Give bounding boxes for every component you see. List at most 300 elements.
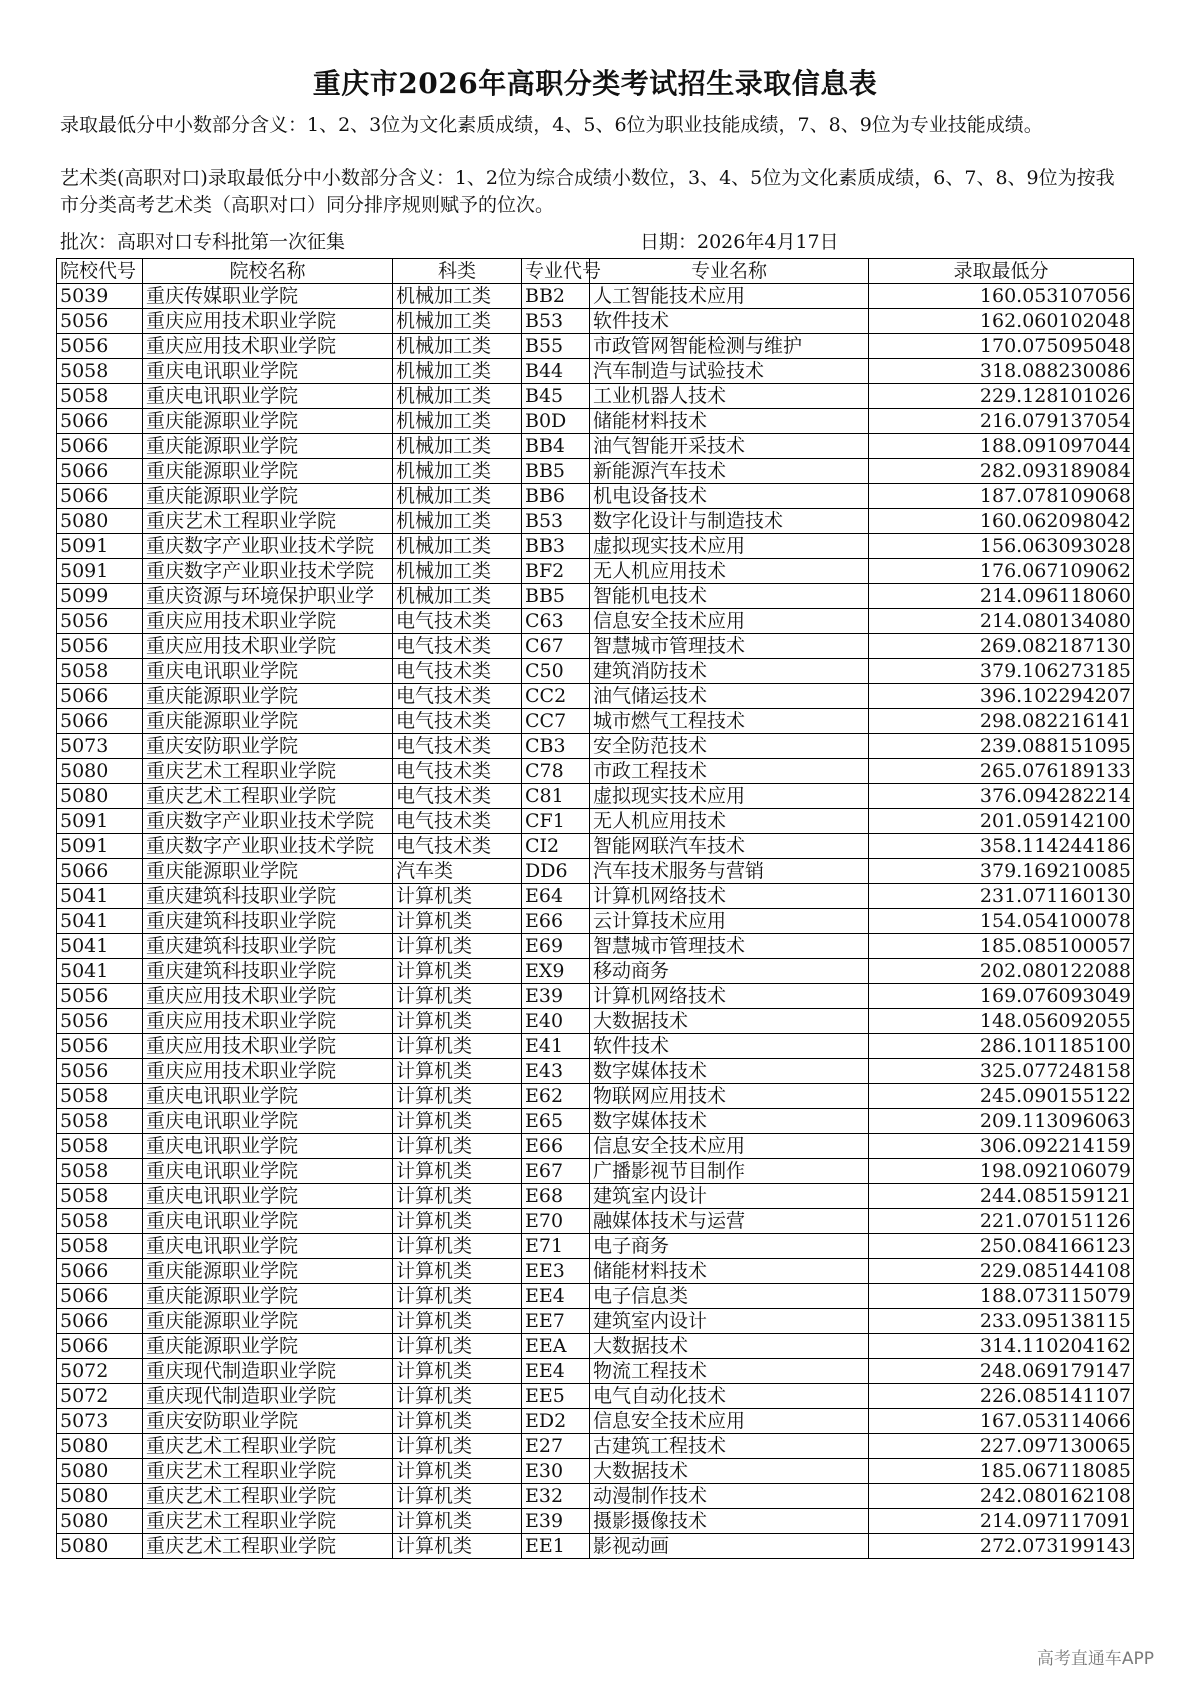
table-row xyxy=(57,1259,1134,1284)
table-row xyxy=(57,1034,1134,1059)
cell-school-name: 重庆应用技术职业学院 xyxy=(143,1059,393,1084)
cell-major-name: 信息安全技术应用 xyxy=(590,609,869,634)
cell-min-score: 229.085144108 xyxy=(869,1259,1134,1284)
cell-school-code: 5041 xyxy=(57,909,143,934)
table-row xyxy=(57,484,1134,509)
cell-major-name: 无人机应用技术 xyxy=(590,809,869,834)
cell-min-score: 160.062098042 xyxy=(869,509,1134,534)
cell-school-code: 5066 xyxy=(57,1334,143,1359)
table-row xyxy=(57,984,1134,1009)
cell-min-score: 202.080122088 xyxy=(869,959,1134,984)
cell-category: 计算机类 xyxy=(393,1434,522,1459)
table-row xyxy=(57,659,1134,684)
cell-major-name: 大数据技术 xyxy=(590,1334,869,1359)
cell-school-code: 5066 xyxy=(57,684,143,709)
cell-category: 机械加工类 xyxy=(393,534,522,559)
table-row xyxy=(57,1434,1134,1459)
cell-category: 计算机类 xyxy=(393,1009,522,1034)
cell-school-code: 5058 xyxy=(57,1109,143,1134)
cell-major-code: EE7 xyxy=(522,1309,590,1334)
cell-major-name: 汽车制造与试验技术 xyxy=(590,359,869,384)
cell-major-name: 储能材料技术 xyxy=(590,409,869,434)
cell-school-code: 5058 xyxy=(57,1159,143,1184)
cell-category: 机械加工类 xyxy=(393,434,522,459)
cell-school-name: 重庆能源职业学院 xyxy=(143,434,393,459)
cell-major-code: B0D xyxy=(522,409,590,434)
cell-major-name: 电气自动化技术 xyxy=(590,1384,869,1409)
table-row xyxy=(57,1409,1134,1434)
cell-major-code: BB5 xyxy=(522,584,590,609)
table-row xyxy=(57,1184,1134,1209)
cell-min-score: 227.097130065 xyxy=(869,1434,1134,1459)
cell-major-code: CC7 xyxy=(522,709,590,734)
cell-school-code: 5072 xyxy=(57,1359,143,1384)
cell-category: 电气技术类 xyxy=(393,609,522,634)
table-row xyxy=(57,1534,1134,1559)
cell-min-score: 156.063093028 xyxy=(869,534,1134,559)
cell-category: 机械加工类 xyxy=(393,309,522,334)
cell-category: 计算机类 xyxy=(393,1334,522,1359)
cell-school-name: 重庆建筑科技职业学院 xyxy=(143,884,393,909)
cell-school-name: 重庆现代制造职业学院 xyxy=(143,1384,393,1409)
cell-major-name: 数字媒体技术 xyxy=(590,1059,869,1084)
cell-school-name: 重庆能源职业学院 xyxy=(143,459,393,484)
table-row xyxy=(57,1159,1134,1184)
cell-school-code: 5041 xyxy=(57,959,143,984)
cell-min-score: 282.093189084 xyxy=(869,459,1134,484)
batch-label: 批次：高职对口专科批第一次征集 xyxy=(60,231,346,253)
table-row xyxy=(57,1009,1134,1034)
table-row xyxy=(57,559,1134,584)
cell-major-code: EE4 xyxy=(522,1359,590,1384)
cell-category: 计算机类 xyxy=(393,1134,522,1159)
cell-major-code: B53 xyxy=(522,509,590,534)
cell-major-code: E30 xyxy=(522,1459,590,1484)
table-row xyxy=(57,634,1134,659)
cell-major-name: 动漫制作技术 xyxy=(590,1484,869,1509)
cell-category: 计算机类 xyxy=(393,1359,522,1384)
note-decimal-meaning: 录取最低分中小数部分含义：1、2、3位为文化素质成绩，4、5、6位为职业技能成绩，7、8、9位为专业技能成绩。 xyxy=(60,114,1043,136)
watermark-text: 高考直通车APP xyxy=(1036,1649,1154,1669)
cell-min-score: 170.075095048 xyxy=(869,334,1134,359)
cell-category: 电气技术类 xyxy=(393,634,522,659)
cell-major-code: B55 xyxy=(522,334,590,359)
cell-school-code: 5080 xyxy=(57,759,143,784)
cell-major-name: 储能材料技术 xyxy=(590,1259,869,1284)
cell-school-code: 5066 xyxy=(57,459,143,484)
table-row xyxy=(57,434,1134,459)
cell-major-name: 计算机网络技术 xyxy=(590,984,869,1009)
cell-major-name: 电子信息类 xyxy=(590,1284,869,1309)
cell-category: 计算机类 xyxy=(393,1409,522,1434)
cell-school-name: 重庆能源职业学院 xyxy=(143,859,393,884)
cell-major-code: B45 xyxy=(522,384,590,409)
cell-major-code: E68 xyxy=(522,1184,590,1209)
cell-category: 计算机类 xyxy=(393,984,522,1009)
cell-school-code: 5056 xyxy=(57,334,143,359)
cell-school-code: 5058 xyxy=(57,1184,143,1209)
cell-major-code: E40 xyxy=(522,1009,590,1034)
cell-major-code: BB6 xyxy=(522,484,590,509)
cell-major-code: CI2 xyxy=(522,834,590,859)
cell-major-name: 计算机网络技术 xyxy=(590,884,869,909)
cell-school-name: 重庆电讯职业学院 xyxy=(143,359,393,384)
cell-school-name: 重庆艺术工程职业学院 xyxy=(143,1509,393,1534)
cell-min-score: 286.101185100 xyxy=(869,1034,1134,1059)
cell-major-name: 新能源汽车技术 xyxy=(590,459,869,484)
cell-category: 机械加工类 xyxy=(393,284,522,309)
cell-category: 电气技术类 xyxy=(393,784,522,809)
cell-school-code: 5066 xyxy=(57,434,143,459)
cell-min-score: 185.067118085 xyxy=(869,1459,1134,1484)
cell-school-code: 5080 xyxy=(57,509,143,534)
cell-major-name: 虚拟现实技术应用 xyxy=(590,784,869,809)
cell-category: 电气技术类 xyxy=(393,834,522,859)
cell-school-name: 重庆数字产业职业技术学院 xyxy=(143,534,393,559)
table-row xyxy=(57,709,1134,734)
cell-school-name: 重庆艺术工程职业学院 xyxy=(143,759,393,784)
cell-min-score: 169.076093049 xyxy=(869,984,1134,1009)
cell-school-code: 5056 xyxy=(57,984,143,1009)
cell-category: 电气技术类 xyxy=(393,684,522,709)
cell-category: 机械加工类 xyxy=(393,334,522,359)
cell-school-name: 重庆能源职业学院 xyxy=(143,409,393,434)
header-major-name: 专业名称 xyxy=(590,259,869,284)
cell-major-code: E32 xyxy=(522,1484,590,1509)
cell-category: 汽车类 xyxy=(393,859,522,884)
cell-school-code: 5080 xyxy=(57,1534,143,1559)
cell-major-code: C63 xyxy=(522,609,590,634)
cell-min-score: 242.080162108 xyxy=(869,1484,1134,1509)
cell-major-name: 虚拟现实技术应用 xyxy=(590,534,869,559)
cell-school-name: 重庆能源职业学院 xyxy=(143,709,393,734)
cell-school-name: 重庆电讯职业学院 xyxy=(143,1184,393,1209)
cell-major-code: BB3 xyxy=(522,534,590,559)
cell-major-code: EE1 xyxy=(522,1534,590,1559)
cell-major-name: 智能网联汽车技术 xyxy=(590,834,869,859)
cell-school-name: 重庆建筑科技职业学院 xyxy=(143,959,393,984)
cell-school-code: 5056 xyxy=(57,309,143,334)
cell-min-score: 185.085100057 xyxy=(869,934,1134,959)
cell-major-code: E65 xyxy=(522,1109,590,1134)
cell-major-code: B44 xyxy=(522,359,590,384)
cell-category: 计算机类 xyxy=(393,1484,522,1509)
cell-min-score: 214.096118060 xyxy=(869,584,1134,609)
cell-school-name: 重庆现代制造职业学院 xyxy=(143,1359,393,1384)
cell-category: 电气技术类 xyxy=(393,709,522,734)
header-school-code: 院校代号 xyxy=(57,259,143,284)
cell-category: 机械加工类 xyxy=(393,584,522,609)
cell-major-name: 建筑消防技术 xyxy=(590,659,869,684)
cell-school-code: 5091 xyxy=(57,534,143,559)
cell-major-code: E67 xyxy=(522,1159,590,1184)
cell-major-code: CF1 xyxy=(522,809,590,834)
table-row xyxy=(57,1359,1134,1384)
cell-school-code: 5058 xyxy=(57,359,143,384)
table-row xyxy=(57,534,1134,559)
table-row xyxy=(57,1459,1134,1484)
cell-min-score: 167.053114066 xyxy=(869,1409,1134,1434)
cell-category: 计算机类 xyxy=(393,1384,522,1409)
cell-school-code: 5066 xyxy=(57,409,143,434)
cell-school-code: 5073 xyxy=(57,734,143,759)
cell-major-name: 古建筑工程技术 xyxy=(590,1434,869,1459)
cell-major-code: E64 xyxy=(522,884,590,909)
cell-school-code: 5039 xyxy=(57,284,143,309)
cell-min-score: 358.114244186 xyxy=(869,834,1134,859)
cell-min-score: 379.106273185 xyxy=(869,659,1134,684)
cell-min-score: 162.060102048 xyxy=(869,309,1134,334)
table-row xyxy=(57,1084,1134,1109)
cell-min-score: 244.085159121 xyxy=(869,1184,1134,1209)
cell-major-code: CC2 xyxy=(522,684,590,709)
cell-school-code: 5058 xyxy=(57,1134,143,1159)
cell-min-score: 214.080134080 xyxy=(869,609,1134,634)
cell-major-name: 大数据技术 xyxy=(590,1459,869,1484)
cell-major-code: E41 xyxy=(522,1034,590,1059)
cell-min-score: 214.097117091 xyxy=(869,1509,1134,1534)
cell-min-score: 272.073199143 xyxy=(869,1534,1134,1559)
cell-category: 电气技术类 xyxy=(393,734,522,759)
cell-major-name: 智慧城市管理技术 xyxy=(590,634,869,659)
table-row xyxy=(57,684,1134,709)
cell-major-name: 智慧城市管理技术 xyxy=(590,934,869,959)
cell-min-score: 216.079137054 xyxy=(869,409,1134,434)
table-row xyxy=(57,934,1134,959)
cell-school-code: 5080 xyxy=(57,1434,143,1459)
cell-major-name: 汽车技术服务与营销 xyxy=(590,859,869,884)
table-row xyxy=(57,334,1134,359)
cell-major-code: E43 xyxy=(522,1059,590,1084)
cell-category: 计算机类 xyxy=(393,1309,522,1334)
cell-major-code: B53 xyxy=(522,309,590,334)
cell-school-name: 重庆电讯职业学院 xyxy=(143,1134,393,1159)
cell-category: 计算机类 xyxy=(393,1534,522,1559)
cell-school-name: 重庆电讯职业学院 xyxy=(143,384,393,409)
cell-major-name: 大数据技术 xyxy=(590,1009,869,1034)
table-row xyxy=(57,1284,1134,1309)
cell-min-score: 265.076189133 xyxy=(869,759,1134,784)
cell-major-code: BB4 xyxy=(522,434,590,459)
cell-school-name: 重庆艺术工程职业学院 xyxy=(143,1534,393,1559)
cell-major-code: BB5 xyxy=(522,459,590,484)
cell-min-score: 396.102294207 xyxy=(869,684,1134,709)
table-row xyxy=(57,734,1134,759)
cell-school-name: 重庆建筑科技职业学院 xyxy=(143,934,393,959)
cell-category: 机械加工类 xyxy=(393,409,522,434)
cell-school-name: 重庆应用技术职业学院 xyxy=(143,984,393,1009)
cell-major-code: EE3 xyxy=(522,1259,590,1284)
cell-school-name: 重庆能源职业学院 xyxy=(143,1259,393,1284)
cell-major-code: E70 xyxy=(522,1209,590,1234)
cell-major-code: C67 xyxy=(522,634,590,659)
cell-category: 计算机类 xyxy=(393,1059,522,1084)
cell-min-score: 314.110204162 xyxy=(869,1334,1134,1359)
cell-school-name: 重庆能源职业学院 xyxy=(143,1309,393,1334)
cell-min-score: 188.073115079 xyxy=(869,1284,1134,1309)
cell-major-code: E27 xyxy=(522,1434,590,1459)
cell-school-name: 重庆应用技术职业学院 xyxy=(143,1009,393,1034)
cell-school-code: 5080 xyxy=(57,1484,143,1509)
cell-school-code: 5066 xyxy=(57,859,143,884)
cell-major-name: 智能机电技术 xyxy=(590,584,869,609)
cell-school-name: 重庆电讯职业学院 xyxy=(143,1234,393,1259)
date-label: 日期：2026年4月17日 xyxy=(640,231,839,253)
cell-major-code: DD6 xyxy=(522,859,590,884)
cell-major-name: 工业机器人技术 xyxy=(590,384,869,409)
cell-major-name: 城市燃气工程技术 xyxy=(590,709,869,734)
cell-school-code: 5041 xyxy=(57,934,143,959)
cell-school-name: 重庆应用技术职业学院 xyxy=(143,1034,393,1059)
cell-school-name: 重庆数字产业职业技术学院 xyxy=(143,809,393,834)
cell-min-score: 233.095138115 xyxy=(869,1309,1134,1334)
cell-major-code: EE5 xyxy=(522,1384,590,1409)
cell-min-score: 187.078109068 xyxy=(869,484,1134,509)
table-row xyxy=(57,284,1134,309)
cell-min-score: 160.053107056 xyxy=(869,284,1134,309)
cell-min-score: 226.085141107 xyxy=(869,1384,1134,1409)
cell-school-code: 5066 xyxy=(57,1259,143,1284)
cell-min-score: 154.054100078 xyxy=(869,909,1134,934)
table-row xyxy=(57,859,1134,884)
cell-school-code: 5056 xyxy=(57,1059,143,1084)
table-header-row xyxy=(57,259,1134,284)
cell-school-name: 重庆艺术工程职业学院 xyxy=(143,1434,393,1459)
cell-category: 计算机类 xyxy=(393,959,522,984)
cell-category: 机械加工类 xyxy=(393,359,522,384)
table-row xyxy=(57,1109,1134,1134)
cell-school-code: 5072 xyxy=(57,1384,143,1409)
table-row xyxy=(57,809,1134,834)
cell-major-name: 信息安全技术应用 xyxy=(590,1134,869,1159)
header-major-code: 专业代号 xyxy=(522,259,590,284)
cell-school-name: 重庆应用技术职业学院 xyxy=(143,609,393,634)
cell-school-name: 重庆资源与环境保护职业学 xyxy=(143,584,393,609)
cell-school-name: 重庆应用技术职业学院 xyxy=(143,634,393,659)
cell-major-name: 市政管网智能检测与维护 xyxy=(590,334,869,359)
cell-category: 电气技术类 xyxy=(393,809,522,834)
cell-school-name: 重庆安防职业学院 xyxy=(143,734,393,759)
cell-major-name: 电子商务 xyxy=(590,1234,869,1259)
cell-major-name: 物联网应用技术 xyxy=(590,1084,869,1109)
cell-major-code: BF2 xyxy=(522,559,590,584)
header-category: 科类 xyxy=(393,259,522,284)
cell-major-name: 软件技术 xyxy=(590,1034,869,1059)
cell-school-name: 重庆数字产业职业技术学院 xyxy=(143,559,393,584)
cell-major-name: 数字媒体技术 xyxy=(590,1109,869,1134)
cell-major-code: E69 xyxy=(522,934,590,959)
table-row xyxy=(57,1209,1134,1234)
cell-major-code: ED2 xyxy=(522,1409,590,1434)
cell-min-score: 379.169210085 xyxy=(869,859,1134,884)
cell-category: 计算机类 xyxy=(393,1084,522,1109)
cell-category: 计算机类 xyxy=(393,1109,522,1134)
cell-school-name: 重庆电讯职业学院 xyxy=(143,659,393,684)
cell-school-name: 重庆能源职业学院 xyxy=(143,684,393,709)
cell-category: 电气技术类 xyxy=(393,759,522,784)
cell-school-name: 重庆安防职业学院 xyxy=(143,1409,393,1434)
cell-category: 计算机类 xyxy=(393,1159,522,1184)
cell-major-code: C50 xyxy=(522,659,590,684)
cell-school-name: 重庆电讯职业学院 xyxy=(143,1084,393,1109)
cell-category: 机械加工类 xyxy=(393,559,522,584)
cell-school-code: 5041 xyxy=(57,884,143,909)
table-row xyxy=(57,1059,1134,1084)
cell-category: 电气技术类 xyxy=(393,659,522,684)
table-row xyxy=(57,1334,1134,1359)
cell-school-name: 重庆应用技术职业学院 xyxy=(143,309,393,334)
cell-school-name: 重庆艺术工程职业学院 xyxy=(143,1459,393,1484)
cell-min-score: 318.088230086 xyxy=(869,359,1134,384)
cell-category: 机械加工类 xyxy=(393,459,522,484)
table-body xyxy=(57,284,1134,1559)
cell-major-name: 市政工程技术 xyxy=(590,759,869,784)
cell-major-code: C78 xyxy=(522,759,590,784)
cell-min-score: 250.084166123 xyxy=(869,1234,1134,1259)
table-row xyxy=(57,834,1134,859)
cell-min-score: 229.128101026 xyxy=(869,384,1134,409)
table-row xyxy=(57,784,1134,809)
cell-major-name: 广播影视节目制作 xyxy=(590,1159,869,1184)
table-row xyxy=(57,384,1134,409)
table-row xyxy=(57,759,1134,784)
cell-school-name: 重庆传媒职业学院 xyxy=(143,284,393,309)
cell-school-name: 重庆能源职业学院 xyxy=(143,484,393,509)
cell-major-name: 建筑室内设计 xyxy=(590,1309,869,1334)
cell-major-code: E71 xyxy=(522,1234,590,1259)
cell-min-score: 148.056092055 xyxy=(869,1009,1134,1034)
cell-major-name: 油气智能开采技术 xyxy=(590,434,869,459)
cell-major-name: 云计算技术应用 xyxy=(590,909,869,934)
cell-min-score: 269.082187130 xyxy=(869,634,1134,659)
cell-school-code: 5080 xyxy=(57,1459,143,1484)
cell-school-code: 5056 xyxy=(57,609,143,634)
cell-school-code: 5058 xyxy=(57,384,143,409)
cell-school-name: 重庆艺术工程职业学院 xyxy=(143,1484,393,1509)
cell-category: 计算机类 xyxy=(393,1184,522,1209)
cell-school-name: 重庆数字产业职业技术学院 xyxy=(143,834,393,859)
table-row xyxy=(57,309,1134,334)
cell-school-code: 5066 xyxy=(57,1309,143,1334)
cell-category: 机械加工类 xyxy=(393,509,522,534)
cell-min-score: 209.113096063 xyxy=(869,1109,1134,1134)
cell-category: 计算机类 xyxy=(393,1459,522,1484)
cell-school-name: 重庆能源职业学院 xyxy=(143,1334,393,1359)
cell-major-name: 摄影摄像技术 xyxy=(590,1509,869,1534)
cell-category: 计算机类 xyxy=(393,934,522,959)
table-row xyxy=(57,959,1134,984)
cell-min-score: 248.069179147 xyxy=(869,1359,1134,1384)
page-title: 重庆市2026年高职分类考试招生录取信息表 xyxy=(312,67,878,100)
cell-min-score: 176.067109062 xyxy=(869,559,1134,584)
table-row xyxy=(57,1234,1134,1259)
cell-school-code: 5058 xyxy=(57,1234,143,1259)
cell-school-name: 重庆应用技术职业学院 xyxy=(143,334,393,359)
table-row xyxy=(57,609,1134,634)
cell-school-name: 重庆艺术工程职业学院 xyxy=(143,784,393,809)
cell-major-code: EX9 xyxy=(522,959,590,984)
table-row xyxy=(57,509,1134,534)
cell-category: 计算机类 xyxy=(393,884,522,909)
cell-min-score: 376.094282214 xyxy=(869,784,1134,809)
cell-min-score: 245.090155122 xyxy=(869,1084,1134,1109)
cell-min-score: 298.082216141 xyxy=(869,709,1134,734)
cell-major-code: E39 xyxy=(522,984,590,1009)
cell-major-name: 安全防范技术 xyxy=(590,734,869,759)
cell-category: 计算机类 xyxy=(393,1209,522,1234)
cell-major-name: 建筑室内设计 xyxy=(590,1184,869,1209)
cell-min-score: 306.092214159 xyxy=(869,1134,1134,1159)
